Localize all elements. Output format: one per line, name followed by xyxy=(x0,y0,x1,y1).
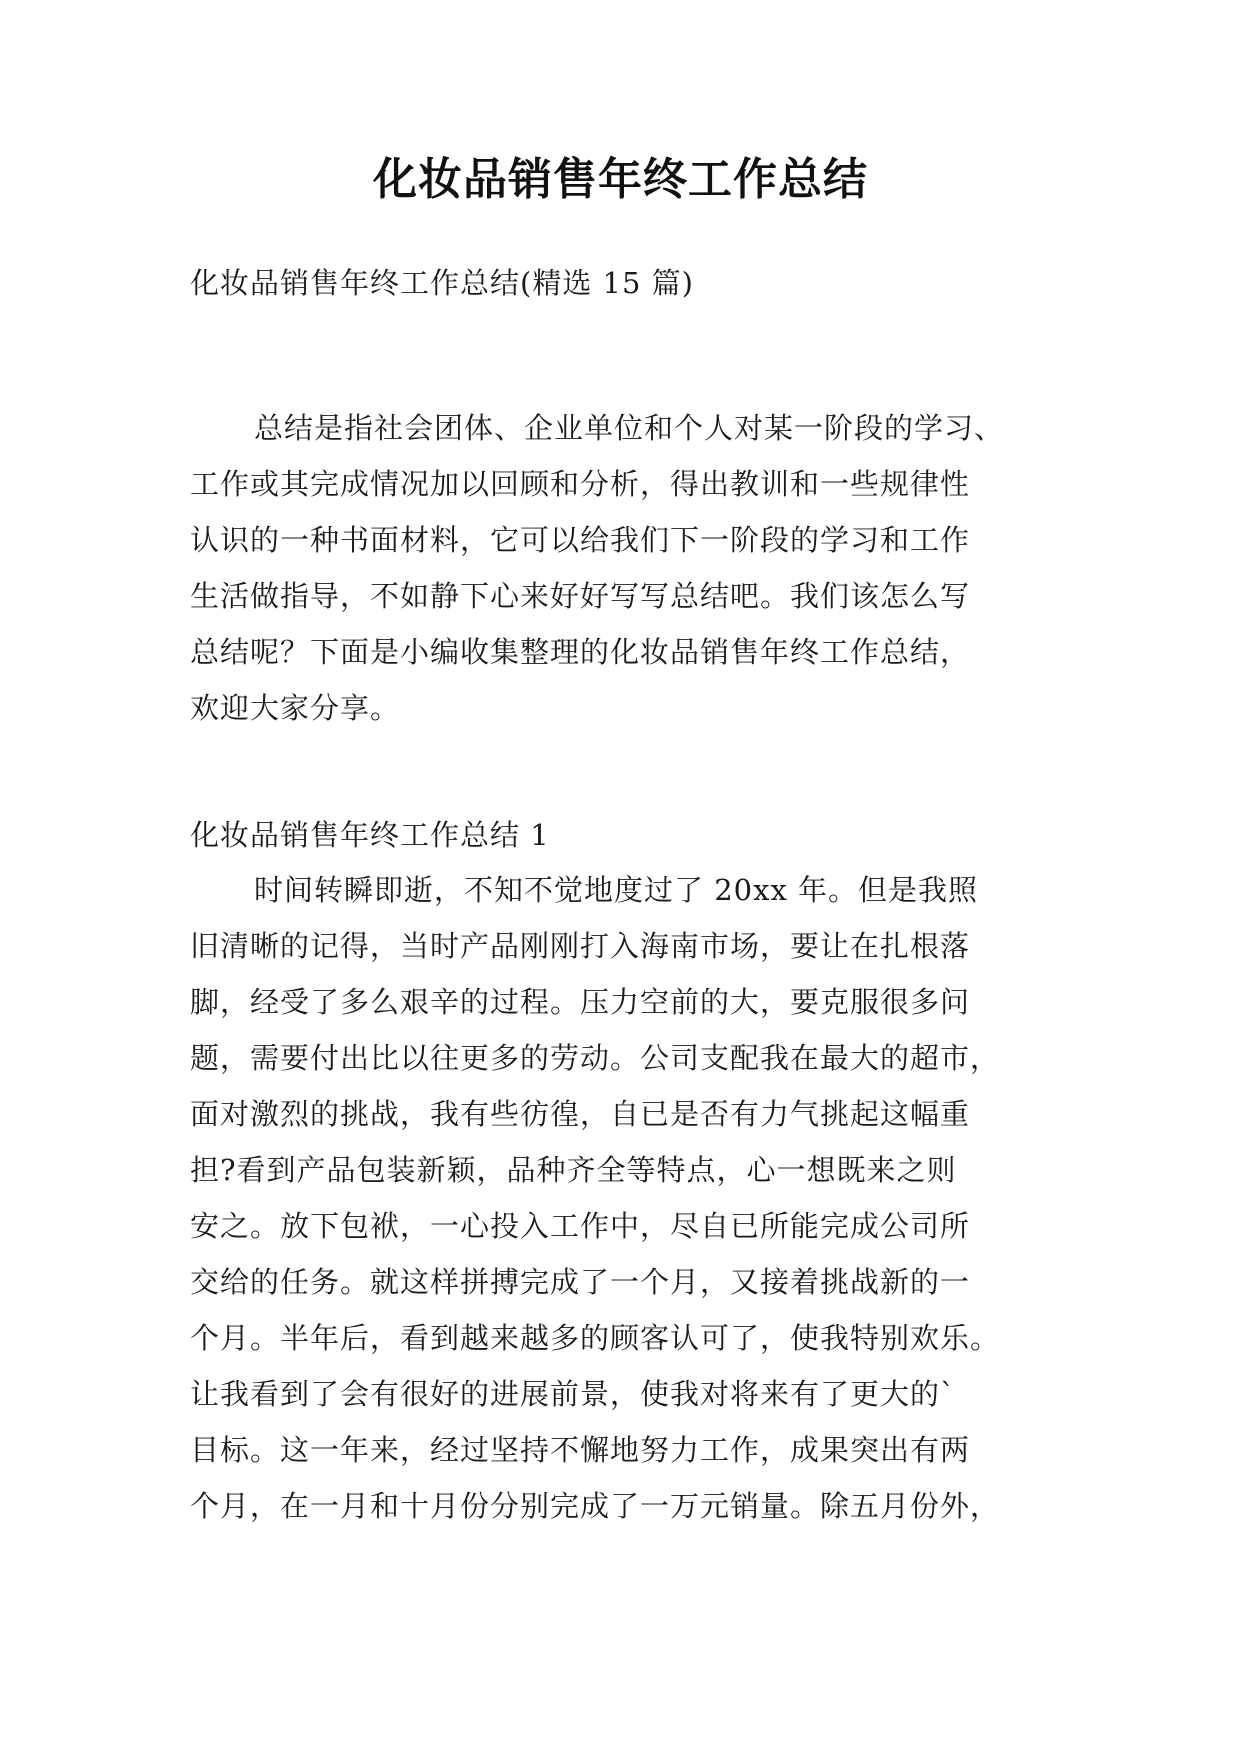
paragraph-line: 安之。放下包袱，一心投入工作中，尽自已所能完成公司所 xyxy=(190,1209,971,1243)
paragraph-line: 让我看到了会有很好的进展前景，使我对将来有了更大的` xyxy=(190,1377,956,1411)
document-subtitle: 化妆品销售年终工作总结(精选 15 篇) xyxy=(190,266,694,300)
paragraph-line: 时间转瞬即逝，不知不觉地度过了 20xx 年。但是我照 xyxy=(254,873,979,907)
paragraph-line: 总结呢？下面是小编收集整理的化妆品销售年终工作总结， xyxy=(190,635,971,669)
document-title: 化妆品销售年终工作总结 xyxy=(373,154,868,205)
paragraph-line: 生活做指导，不如静下心来好好写写总结吧。我们该怎么写 xyxy=(190,579,971,613)
paragraph-line: 工作或其完成情况加以回顾和分析，得出教训和一些规律性 xyxy=(190,467,971,501)
intro-paragraph xyxy=(190,400,1070,736)
paragraph-line: 脚，经受了多么艰辛的过程。压力空前的大，要克服很多问 xyxy=(190,985,971,1019)
paragraph-line: 欢迎大家分享。 xyxy=(190,691,401,725)
section-heading: 化妆品销售年终工作总结 1 xyxy=(190,818,550,852)
section-paragraph xyxy=(190,862,1070,1534)
paragraph-line: 旧清晰的记得，当时产品刚刚打入海南市场，要让在扎根落 xyxy=(190,929,971,963)
paragraph-line: 交给的任务。就这样拼搏完成了一个月，又接着挑战新的一 xyxy=(190,1265,971,1299)
paragraph-line: 个月，在一月和十月份分别完成了一万元销量。除五月份外， xyxy=(190,1489,1001,1523)
paragraph-line: 认识的一种书面材料，它可以给我们下一阶段的学习和工作 xyxy=(190,523,971,557)
paragraph-line: 总结是指社会团体、企业单位和个人对某一阶段的学习、 xyxy=(254,411,1005,445)
paragraph-line: 题，需要付出比以往更多的劳动。公司支配我在最大的超市， xyxy=(190,1041,1001,1075)
paragraph-line: 面对激烈的挑战，我有些彷徨，自已是否有力气挑起这幅重 xyxy=(190,1097,971,1131)
paragraph-line: 目标。这一年来，经过坚持不懈地努力工作，成果突出有两 xyxy=(190,1433,971,1467)
paragraph-line: 个月。半年后，看到越来越多的顾客认可了，使我特别欢乐。 xyxy=(190,1321,1001,1355)
paragraph-line: 担?看到产品包装新颖，品种齐全等特点，心一想既来之则 xyxy=(190,1153,957,1187)
